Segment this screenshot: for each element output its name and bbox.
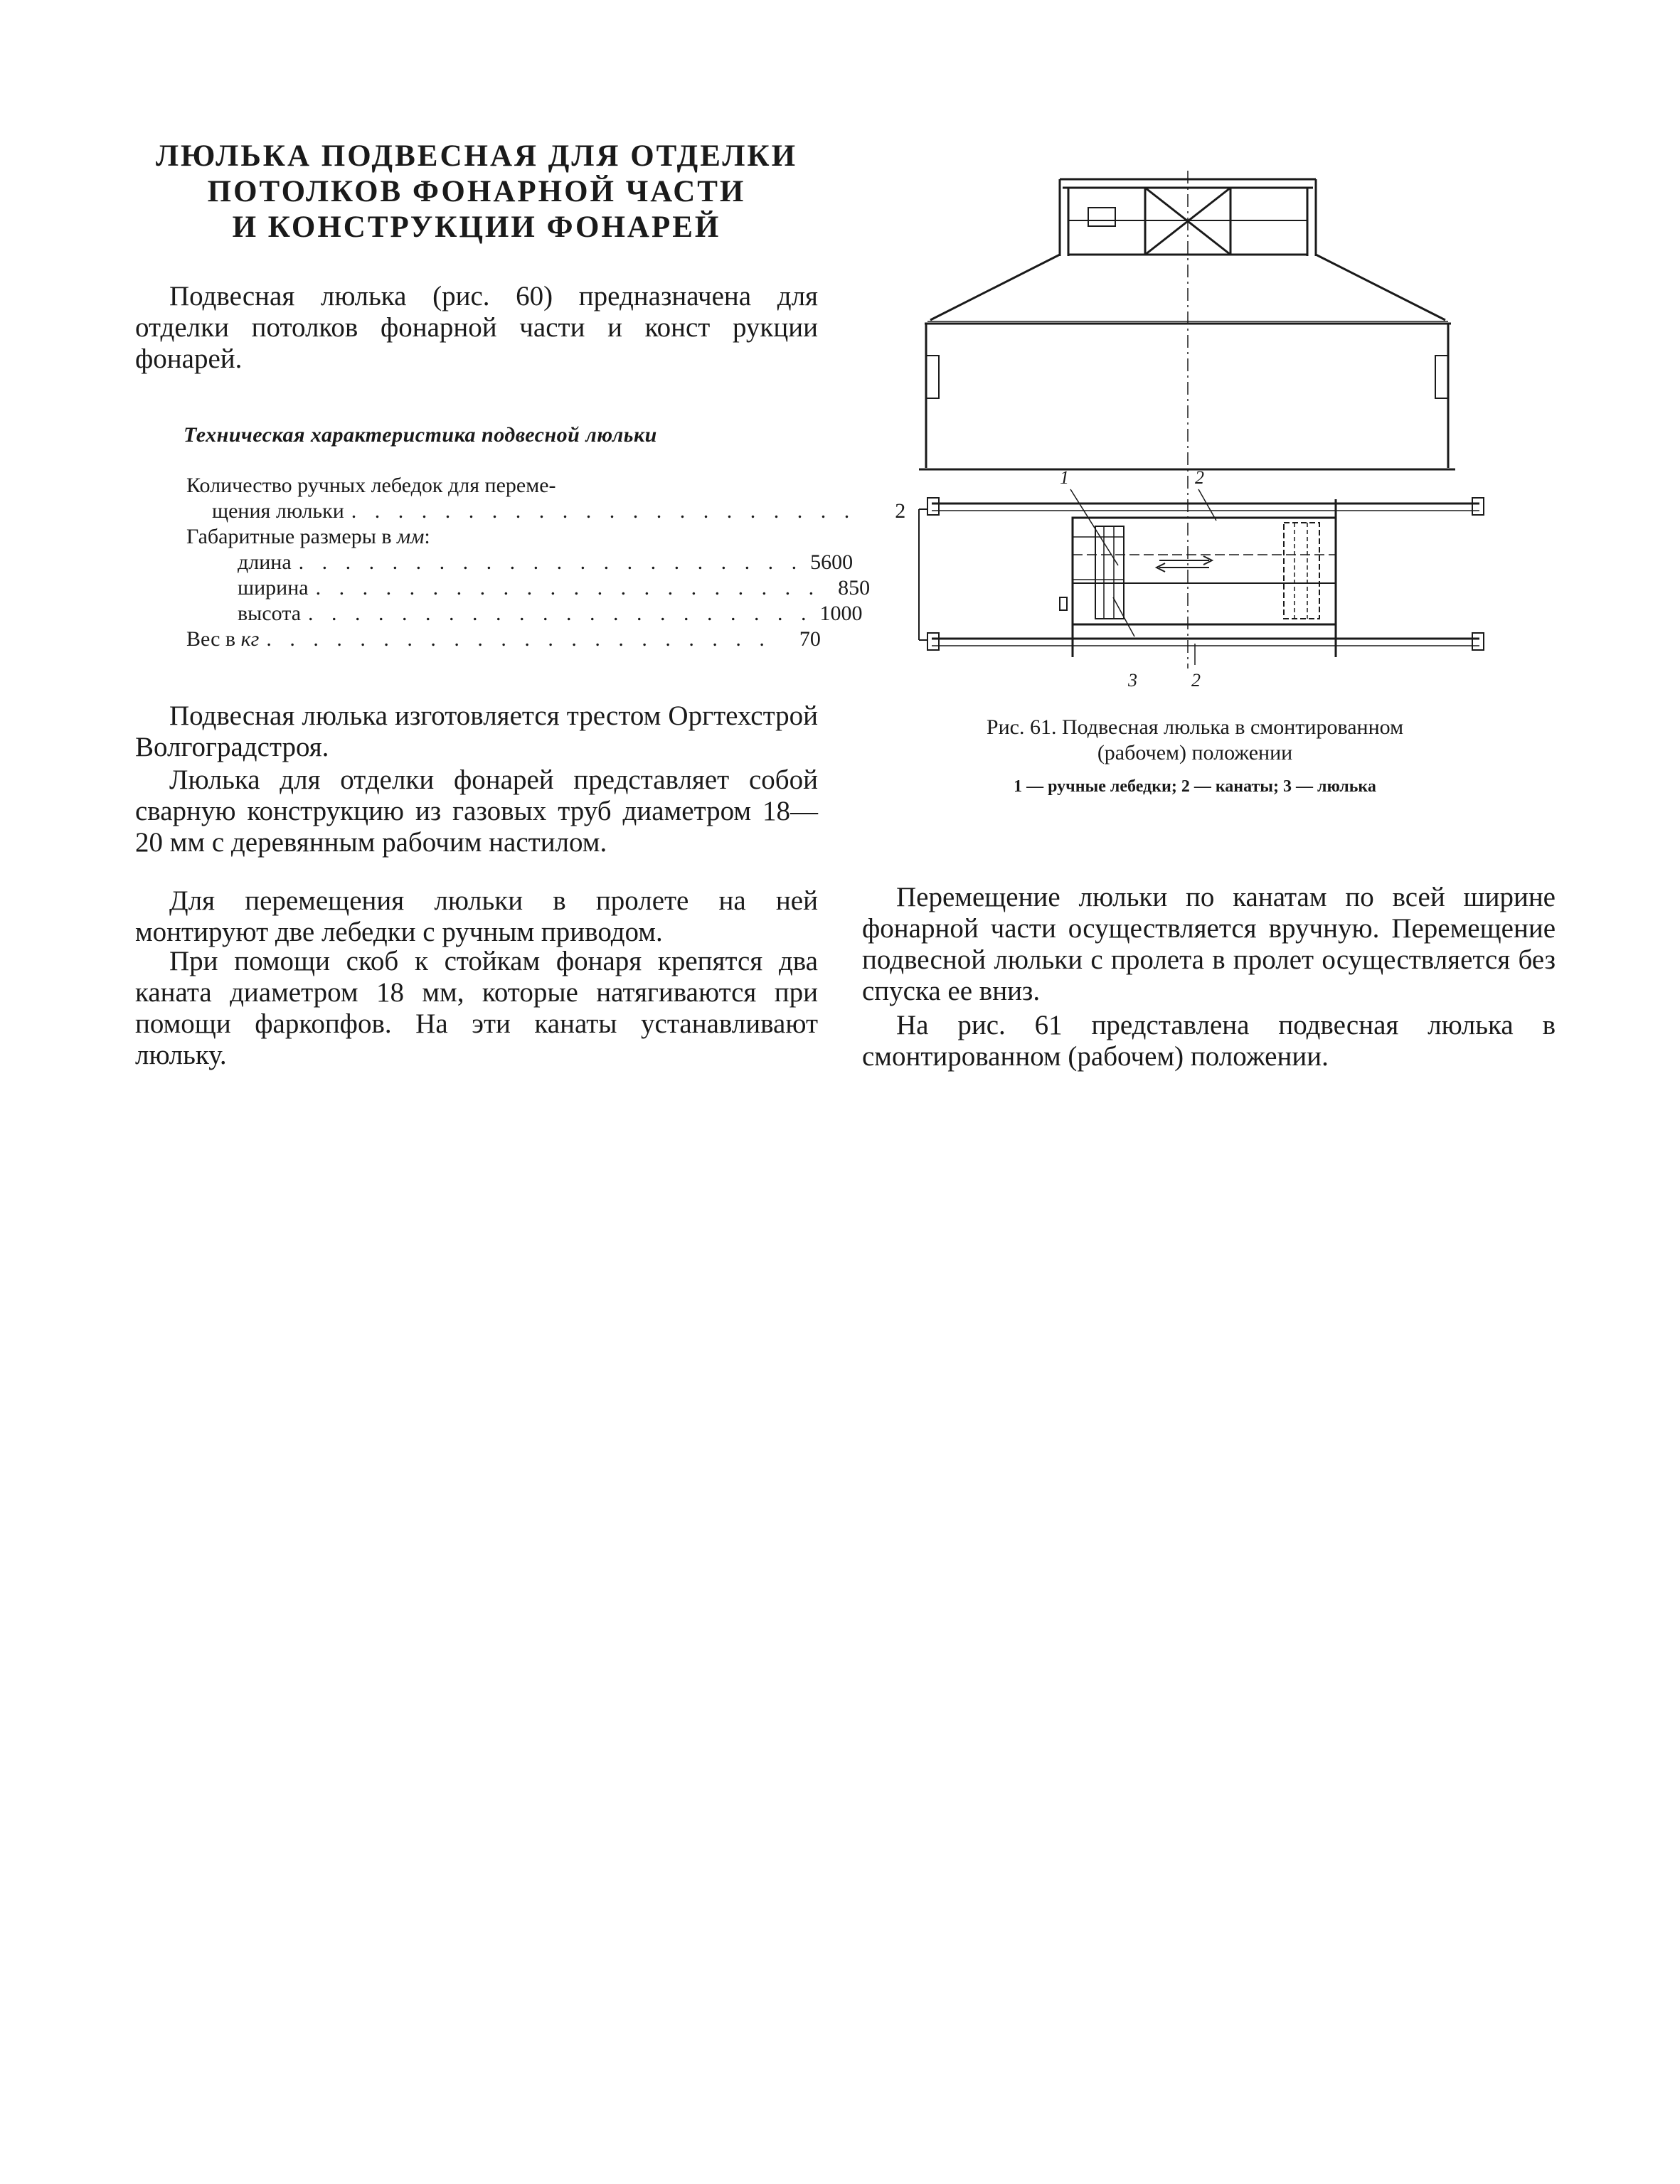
cradle-drawing xyxy=(918,171,1519,704)
spec-row-weight xyxy=(186,627,821,652)
caption-line-2: (рабочем) положении xyxy=(1097,741,1293,765)
spec-heading: Техническая характеристика подвесной люльки xyxy=(184,423,657,447)
right-paragraph-1: Перемещение люльки по канатам по всей ширине фонарной части осуществляется вручную. Перемещение подвесной люльки с пролета в пролет осуществляется без спуска ее вниз. xyxy=(862,882,1556,1006)
spec-label xyxy=(186,627,259,652)
dims-colon: : xyxy=(424,525,430,548)
spec-label: длина xyxy=(238,550,292,574)
leader-dots: . . . . . . . . . . . . . . . . . . . . . . xyxy=(351,499,856,523)
title-line-2: ПОТОЛКОВ ФОНАРНОЙ ЧАСТИ xyxy=(207,175,746,208)
spec-table xyxy=(186,473,906,652)
label-2-bottom: 2 xyxy=(1191,670,1201,691)
dims-unit: мм xyxy=(397,525,425,548)
spec-label: ширина xyxy=(238,576,309,600)
page-title xyxy=(135,139,818,245)
left-paragraph-2: Люлька для отделки фонарей представляет собой сварную конструкцию из газовых труб диаметром 18—20 мм с деревянным рабочим настилом. xyxy=(135,765,818,858)
leader-dots: . . . . . . . . . . . . . . . . . . . . . . xyxy=(315,576,821,600)
right-paragraph-2: На рис. 61 представлена подвесная люлька в смонтированном (рабочем) положении. xyxy=(862,1010,1556,1072)
spec-value: 850 xyxy=(838,576,871,600)
spec-row-dims xyxy=(186,524,762,550)
spec-row-length xyxy=(186,550,854,575)
left-paragraph-4: При помощи скоб к стойкам фонаря крепятся два каната диаметром 18 мм, которые натягиваются при помощи фаркопфов. На эти канаты устанавливают люльку. xyxy=(135,946,818,1070)
section-view xyxy=(919,179,1455,469)
spec-row-winches-1 xyxy=(186,473,762,499)
figure-61 xyxy=(918,171,1519,704)
spec-value: 1000 xyxy=(819,602,863,625)
label-1: 1 xyxy=(1060,467,1069,488)
spec-value: 70 xyxy=(799,627,821,651)
spec-label: высота xyxy=(238,602,302,625)
figure-caption xyxy=(893,715,1497,766)
left-paragraph-1: Подвесная люлька изготовляется трестом Оргтехстрой Волгоградстроя. xyxy=(135,701,818,762)
dims-label-text: Габаритные размеры в xyxy=(186,525,398,548)
weight-unit: кг xyxy=(240,627,260,651)
label-2-top: 2 xyxy=(1195,467,1204,488)
leader-dots: . . . . . . . . . . . . . . . . . . . . . . xyxy=(308,602,813,625)
spec-label: щения люльки xyxy=(212,499,344,523)
spec-value: 2 xyxy=(895,499,906,523)
label-3: 3 xyxy=(1128,670,1137,691)
plan-view xyxy=(919,489,1484,665)
left-paragraph-3: Для перемещения люльки в пролете на ней монтируют две лебедки с ручным приводом. xyxy=(135,885,818,947)
spec-row-width xyxy=(186,575,871,601)
intro-paragraph: Подвесная люлька (рис. 60) предназначена для отделки потолков фонарной части и конст рукции фонарей. xyxy=(135,281,818,374)
caption-line-1: Рис. 61. Подвесная люлька в смонтированном xyxy=(986,715,1404,739)
title-line-1: ЛЮЛЬКА ПОДВЕСНАЯ ДЛЯ ОТДЕЛКИ xyxy=(155,139,798,173)
spec-row-height xyxy=(186,601,863,627)
figure-legend: 1 — ручные лебедки; 2 — канаты; 3 — люлька xyxy=(1014,777,1376,796)
weight-label-text: Вес в xyxy=(186,627,241,651)
spec-row-winches-2 xyxy=(186,499,906,524)
spec-label: Количество ручных лебедок для переме- xyxy=(186,474,556,497)
spec-label xyxy=(186,524,430,550)
leader-dots: . . . . . . . . . . . . . . . . . . . . . . xyxy=(298,550,804,574)
title-line-3: И КОНСТРУКЦИИ ФОНАРЕЙ xyxy=(232,211,721,244)
spec-value: 5600 xyxy=(810,550,854,574)
leader-dots: . . . . . . . . . . . . . . . . . . . . . . xyxy=(266,627,771,651)
